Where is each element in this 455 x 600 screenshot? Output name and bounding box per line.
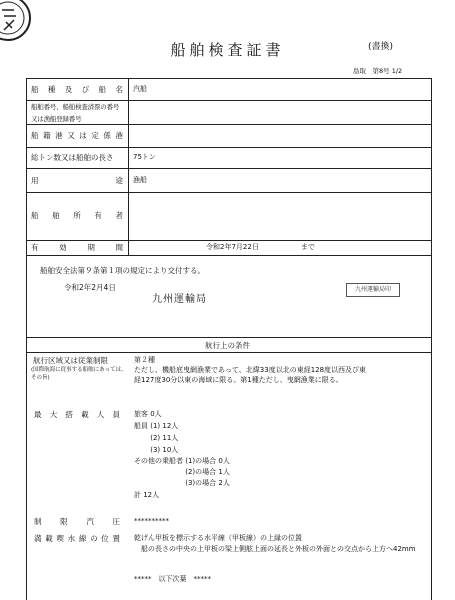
capacity-line: その他の乗船者 (1)の場合 0人 (134, 457, 230, 465)
load-line-text: 乾げん甲板を標示する水平線（甲板線）の上縁の位置 (134, 534, 302, 542)
row-divider (26, 352, 432, 353)
issuance-date: 令和2年2月4日 (64, 283, 116, 292)
conditions-header: 航行上の条件 (205, 341, 250, 350)
row-divider (26, 192, 432, 193)
label-load-line: 満載喫水線の位置 (34, 534, 120, 543)
navigation-line-1: 第２種 (134, 356, 155, 364)
value-ship-name: 汽船 (133, 85, 147, 93)
label-ship-number: 船舶番号、船舶検査済票の番号又は漁船登録番号 (31, 103, 120, 123)
issuer-stamp: 九州運輸局印 (346, 283, 400, 297)
row-divider (26, 168, 432, 169)
continuation-footer: ***** 以下次葉 ***** (134, 575, 211, 583)
capacity-line: 船員 (1) 12人 (134, 422, 179, 430)
label-capacity: 最大搭載人員 (34, 410, 120, 419)
issuer-name: 九州運輸局 (152, 294, 207, 305)
label-tonnage: 総トン数又は船舶の長さ (31, 153, 114, 162)
label-pressure: 制限汽圧 (34, 517, 120, 526)
label-validity: 有効期間 (31, 243, 123, 252)
label-owner: 船舶所有者 (31, 211, 123, 220)
navigation-line-3: 経127度30分以東の海域に限る。第1種ただし、曳網漁業に限る。 (134, 376, 343, 384)
capacity-line: 旅客 0人 (134, 410, 162, 418)
column-divider (128, 78, 129, 255)
issuance-statement: 船舶安全法第９条第１項の規定により交付する。 (40, 266, 205, 275)
label-navigation-area: 航行区域又は従業制限 (33, 356, 108, 365)
capacity-line: (2)の場合 1人 (134, 468, 230, 476)
row-divider (26, 147, 432, 148)
row-divider (26, 337, 432, 338)
row-divider (26, 240, 432, 241)
capacity-line: (3) 10人 (134, 446, 179, 454)
label-ship-name: 船種及び船名 (31, 85, 123, 94)
value-validity: 令和2年7月22日 まで (206, 243, 315, 251)
document-id: 島取 第8号 1/2 (353, 67, 403, 75)
navigation-line-2: ただし、機船底曳網漁業であって、北緯33度以北の東経128度以西及び東 (134, 366, 367, 374)
label-use: 用途 (31, 176, 123, 185)
value-use: 漁船 (133, 176, 147, 184)
capacity-total: 計 12人 (134, 491, 160, 499)
navigation-area-note: (国際航海に従事する船舶にあっては、その旨) (31, 367, 127, 381)
rewrite-note: (書換) (368, 42, 394, 52)
capacity-line: (3)の場合 2人 (134, 479, 230, 487)
capacity-line: (2) 11人 (134, 434, 179, 442)
value-pressure: ********** (134, 517, 169, 525)
load-line-text: 船の長さの中央の上甲板の梁上側舷上面の延長と外板の外面との交点から上方へ42mm (134, 545, 416, 553)
value-tonnage: 75トン (133, 153, 156, 161)
label-port: 船籍港又は定係港 (31, 131, 123, 140)
row-divider (26, 255, 432, 256)
document-title: 船舶検査証書 (170, 41, 285, 59)
